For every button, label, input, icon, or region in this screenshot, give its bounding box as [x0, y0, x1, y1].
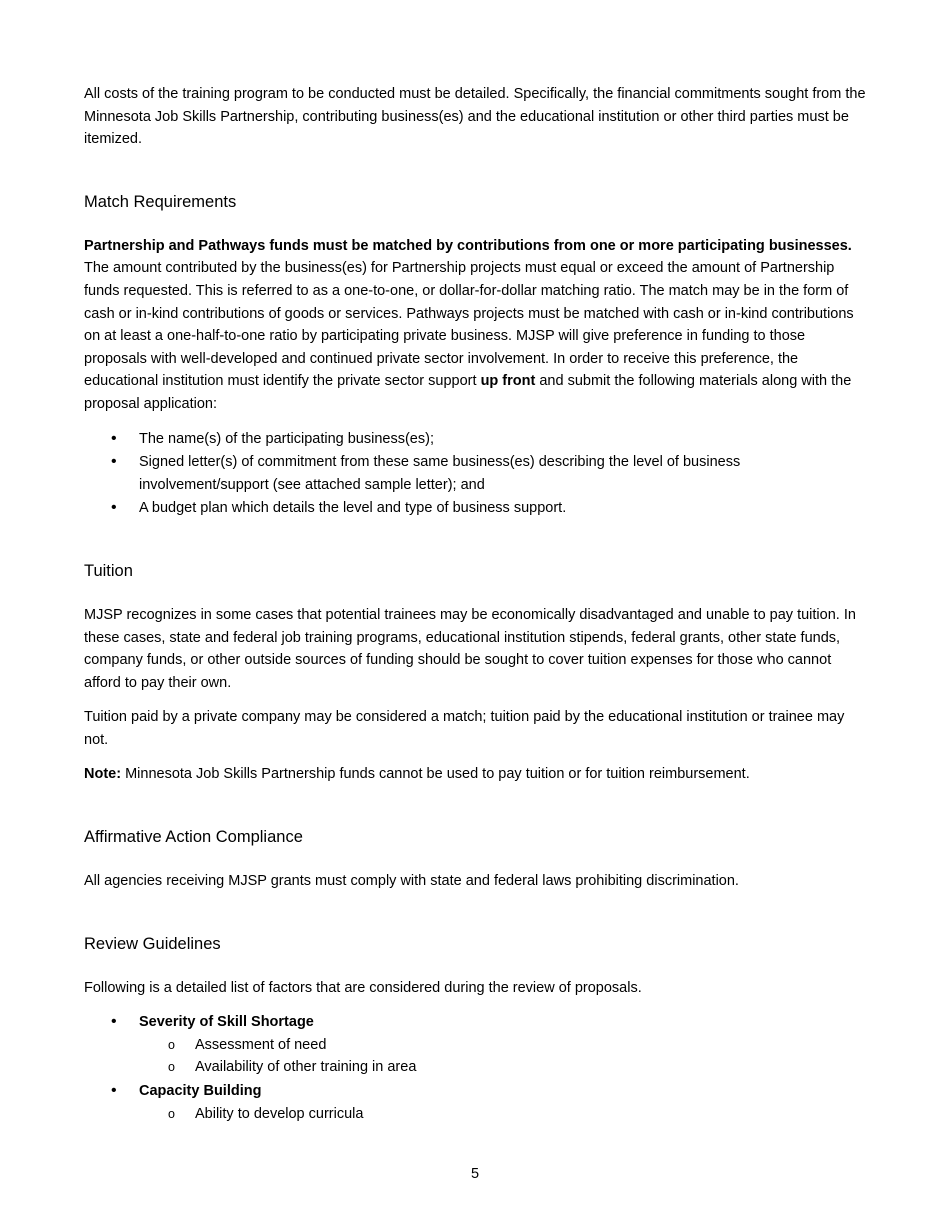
match-requirements-paragraph: [84, 235, 868, 416]
review-factors-list: [84, 1011, 868, 1125]
list-item: o Ability to develop curricula: [139, 1103, 868, 1126]
tuition-paragraph-2: Tuition paid by a private company may be considered a match; tuition paid by the educational institution or trainee may not.: [84, 709, 845, 748]
list-item: • The name(s) of the participating business(es);: [84, 428, 868, 451]
list-item: • A budget plan which details the level and type of business support.: [84, 497, 868, 520]
review-guidelines-intro: Following is a detailed list of factors that are considered during the review of proposals.: [84, 979, 642, 996]
match-requirements-heading: Match Requirements: [84, 192, 237, 211]
review-guidelines-heading: Review Guidelines: [84, 934, 221, 953]
match-bold-lead: Partnership and Pathways funds must be matched by contributions from one or more participating businesses.: [84, 237, 852, 254]
list-item: [84, 1011, 868, 1079]
tuition-note: [84, 763, 868, 786]
affirmative-action-paragraph: All agencies receiving MJSP grants must comply with state and federal laws prohibiting discrimination.: [84, 873, 739, 890]
list-item: o Availability of other training in area: [139, 1056, 868, 1079]
list-item: o Assessment of need: [139, 1034, 868, 1057]
list-item: • Signed letter(s) of commitment from these same business(es) describing the level of business involvement/support (see attached sample letter); and: [84, 451, 868, 496]
affirmative-action-heading: Affirmative Action Compliance: [84, 828, 303, 847]
match-materials-list: [84, 428, 868, 520]
factor-title: Capacity Building: [139, 1083, 262, 1100]
tuition-heading: Tuition: [84, 561, 133, 580]
factor-sublist: [139, 1034, 868, 1079]
note-text: Minnesota Job Skills Partnership funds cannot be used to pay tuition or for tuition reimbursement.: [121, 766, 750, 783]
factor-title: Severity of Skill Shortage: [139, 1014, 314, 1031]
match-body-2: and submit the following materials along with the proposal application:: [84, 373, 852, 412]
page-number: 5: [470, 1166, 480, 1182]
factor-sublist: [139, 1103, 868, 1126]
list-item: [84, 1080, 868, 1125]
match-body-1: The amount contributed by the business(es) for Partnership projects must equal or exceed the amount of Partnership funds requested. This is referred to as a one-to-one, or dollar-for-dollar matching ratio. The match may be in the form of cash or in-kind contributions of goods or services. Pathways projects must be matched with cash or in-kind contributions on at least a one-half-to-one ratio by participating private business. MJSP will give preference in funding to those proposals with well-developed and continued private sector involvement. In order to receive this preference, the educational institution must identify the private sector support: [84, 260, 854, 390]
page-content: [84, 83, 868, 1126]
intro-paragraph: All costs of the training program to be conducted must be detailed. Specifically, the financial commitments sought from the Minnesota Job Skills Partnership, contributing business(es) and the educational institution or other third parties must be itemized.: [84, 86, 866, 148]
tuition-paragraph-1: MJSP recognizes in some cases that potential trainees may be economically disadvantaged and unable to pay tuition. In these cases, state and federal job training programs, educational institution stipends, federal grants, other state funds, company funds, or other outside sources of funding should be sought to cover tuition expenses for those who cannot afford to pay their own.: [84, 606, 856, 691]
note-label: Note:: [84, 766, 122, 783]
match-bold-inline: up front: [480, 373, 536, 390]
